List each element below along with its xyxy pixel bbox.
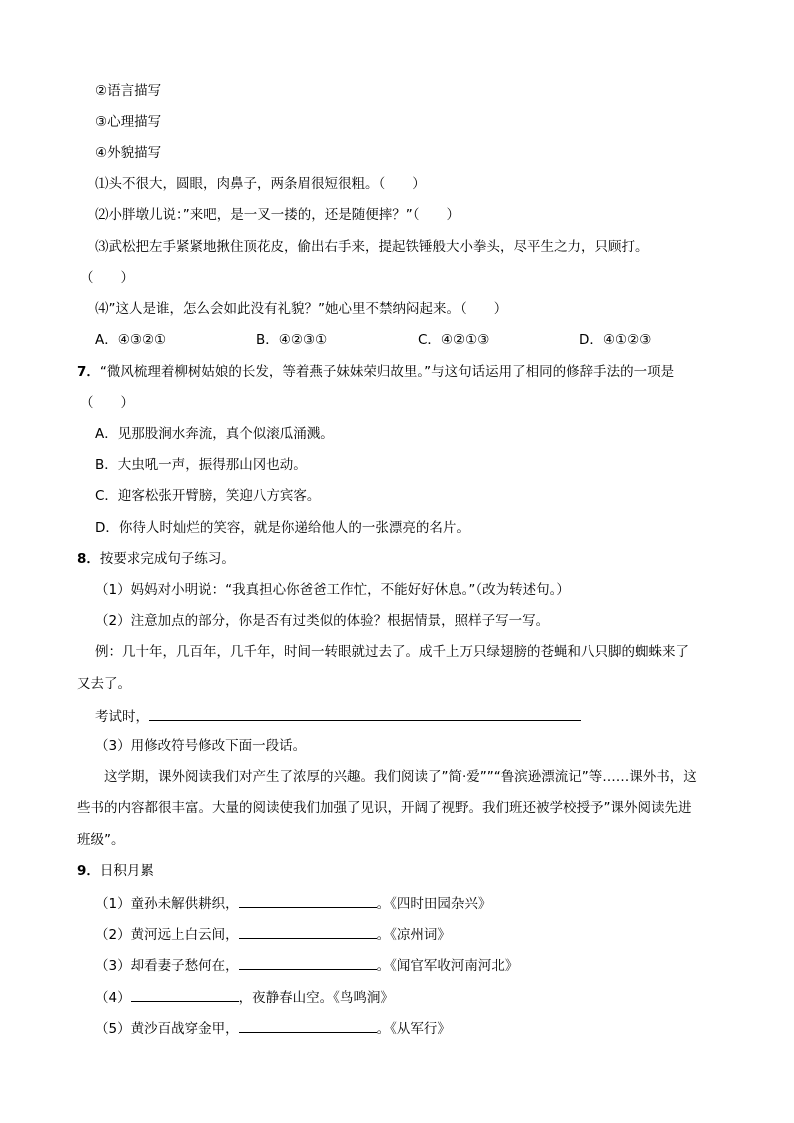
q8-part-3: （3）用修改符号修改下面一段话。	[95, 738, 307, 754]
q9-line-2-blank[interactable]	[239, 924, 377, 939]
q9-line-4-blank[interactable]	[131, 987, 239, 1002]
q9-line-1	[95, 893, 491, 913]
q6-sub-3: ⑶武松把左手紧紧地揪住顶花皮，偷出右手来，提起铁锤般大小拳头，尽平生之力，只顾打。	[95, 239, 649, 255]
q9-line-3-suffix: 。《闻官军收河南河北》	[376, 958, 519, 974]
q7-option-b[interactable]: B．大虫吼一声，振得那山冈也动。	[95, 457, 307, 473]
q6-option-b[interactable]: B．④②③①	[256, 332, 328, 348]
q9-line-4-suffix: ，夜静春山空。《鸟鸣涧》	[238, 990, 394, 1006]
q8-paragraph-line-1: 这学期，课外阅读我们对产生了浓厚的兴趣。我们阅读了”简·爱””“鲁滨逊漂流记”等……课外书，这	[104, 769, 697, 785]
q8-exam-line	[95, 706, 581, 726]
q9-line-1-suffix: 。《四时田园杂兴》	[376, 896, 492, 912]
q8-part-2: （2）注意加点的部分，你是否有过类似的体验？根据情景，照样子写一写。	[95, 613, 550, 629]
q9-line-5-suffix: 。《从军行》	[376, 1021, 451, 1037]
q8-example-line-1: 例：几十年，几百年，几千年，时间一转眼就过去了。成千上万只绿翅膀的苍蝇和八只脚的蜘蛛来了	[95, 644, 689, 660]
q7-option-a[interactable]: A．见那股涧水奔流，真个似滚瓜涌溅。	[95, 426, 334, 442]
q9-line-4-prefix: （4）	[95, 990, 131, 1006]
q7-stem-line	[77, 363, 674, 381]
q9-line-3-prefix: （3）却看妻子愁何在，	[95, 958, 239, 974]
q7-option-d[interactable]: D．你待人时灿烂的笑容，就是你递给他人的一张漂亮的名片。	[95, 520, 470, 536]
q8-paragraph-line-3: 班级”。	[77, 832, 125, 848]
q6-sub-1: ⑴头不很大，圆眼，肉鼻子，两条眉很短很粗。（ ）	[95, 176, 426, 192]
option-label-appearance: ④外貌描写	[95, 145, 162, 161]
q6-sub-4: ⑷”这人是谁，怎么会如此没有礼貌？”她心里不禁纳闷起来。（ ）	[95, 301, 508, 317]
q9-stem-line	[77, 862, 154, 880]
q8-paragraph-line-2: 些书的内容都很丰富。大量的阅读使我们加强了见识，开阔了视野。我们班还被学校授予”课外阅读先进	[77, 800, 692, 816]
q9-line-1-blank[interactable]	[239, 893, 377, 908]
q9-number: 9．	[77, 863, 100, 879]
q6-option-a[interactable]: A．④③②①	[95, 332, 167, 348]
q6-option-d[interactable]: D．④①②③	[579, 332, 652, 348]
q8-exam-prefix: 考试时，	[95, 709, 149, 725]
q7-option-c[interactable]: C．迎客松张开臂膀，笑迎八方宾客。	[95, 488, 321, 504]
q7-answer-paren: （ ）	[80, 395, 134, 411]
q8-part-1: （1）妈妈对小明说：“我真担心你爸爸工作忙，不能好好休息。”（改为转述句。）	[95, 582, 570, 598]
q9-line-2	[95, 924, 451, 944]
q6-sub-2: ⑵小胖墩儿说：”来吧，是一叉一搂的，还是随便摔？”（ ）	[95, 207, 460, 223]
q8-number: 8．	[77, 551, 100, 567]
q8-stem-line	[77, 550, 235, 568]
q6-sub-3-answer-paren: （ ）	[80, 270, 134, 286]
option-label-language: ②语言描写	[95, 83, 162, 99]
q9-line-5-blank[interactable]	[239, 1018, 377, 1033]
q9-line-2-suffix: 。《凉州词》	[376, 927, 451, 943]
q9-line-1-prefix: （1）童孙未解供耕织，	[95, 896, 239, 912]
q8-stem: 按要求完成句子练习。	[99, 551, 235, 567]
q7-stem: “微风梳理着柳树姑娘的长发，等着燕子妹妹荣归故里。”与这句话运用了相同的修辞手法的一项是	[99, 364, 675, 380]
q6-option-c[interactable]: C．④②①③	[418, 332, 490, 348]
q9-line-5	[95, 1018, 451, 1038]
option-label-psychology: ③心理描写	[95, 114, 162, 130]
q7-number: 7．	[77, 364, 100, 380]
q8-example-line-2: 又去了。	[77, 676, 131, 692]
q9-line-4	[95, 987, 394, 1007]
q9-line-2-prefix: （2）黄河远上白云间，	[95, 927, 239, 943]
q9-stem: 日积月累	[99, 863, 154, 879]
q8-exam-blank[interactable]	[149, 706, 581, 721]
q9-line-3	[95, 955, 518, 975]
q9-line-5-prefix: （5）黄沙百战穿金甲，	[95, 1021, 239, 1037]
q9-line-3-blank[interactable]	[239, 955, 377, 970]
